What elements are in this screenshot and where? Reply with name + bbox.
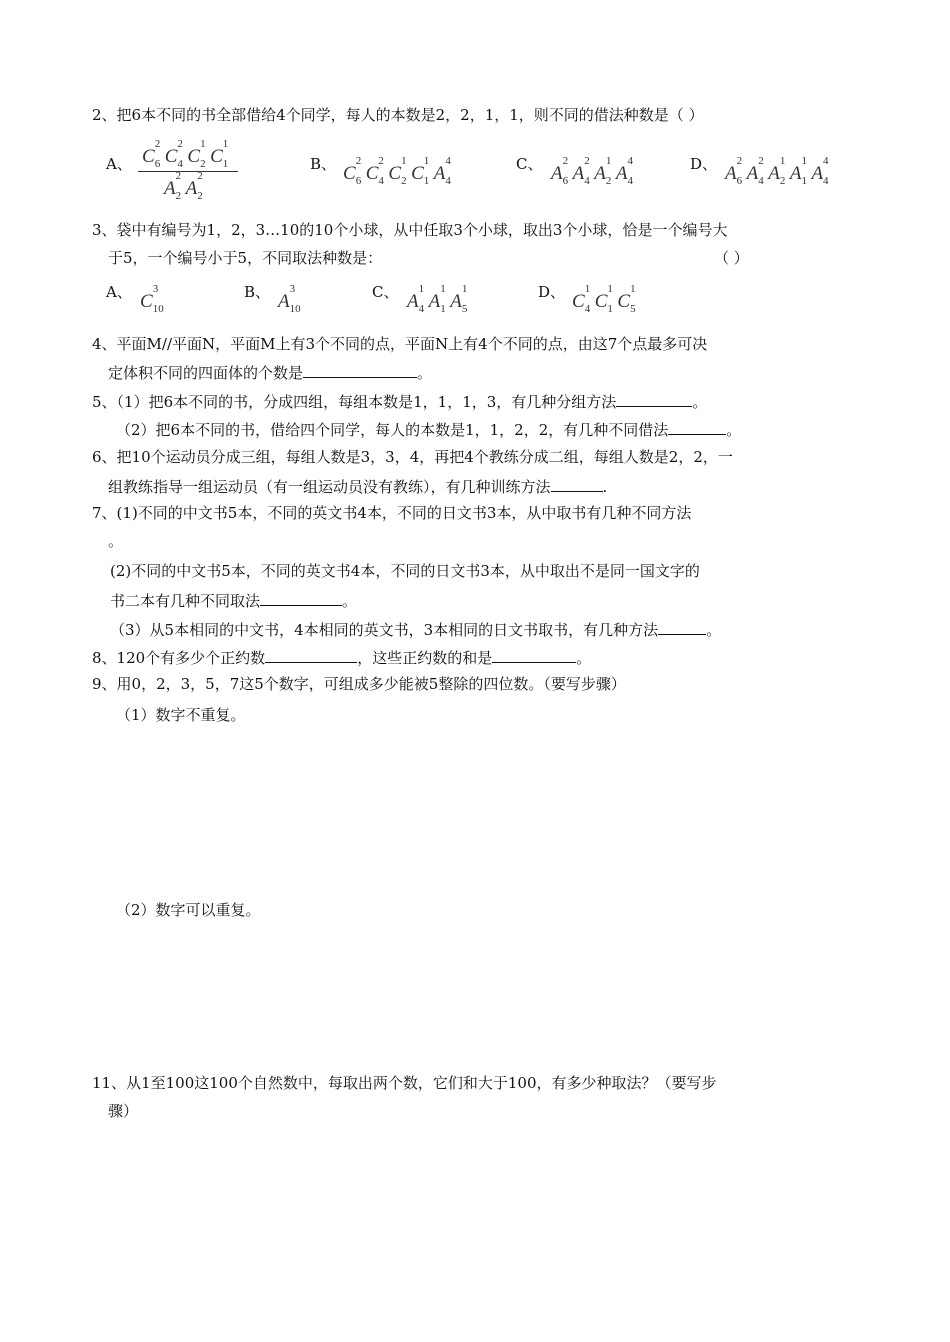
- q8-line: 8、120个有多少个正约数 ，这些正约数的和是 。: [92, 646, 591, 668]
- q2-option-a-denominator: A 2 2 A 2 2: [164, 170, 203, 202]
- q3-option-c-expr: A 1 4 A 1 1 A 1 5: [407, 283, 468, 315]
- q2-option-b-label: B、: [310, 155, 337, 173]
- q2-text: 2、把6本不同的书全部借给4个同学，每人的本数是2，2，1，1，则不同的借法种数是（ ）: [92, 106, 704, 124]
- q3-option-a-expr: C 3 10: [140, 283, 164, 315]
- q9-sub1: （1）数字不重复。: [116, 706, 246, 724]
- q6-line1: 6、把10个运动员分成三组，每组人数是3，3，4，再把4个教练分成二组，每组人数是2，2，一: [92, 448, 733, 466]
- q6-answer-blank[interactable]: [551, 475, 603, 492]
- q7-3-answer-blank[interactable]: [658, 618, 706, 635]
- q2-option-d-label: D、: [690, 155, 718, 173]
- q2-option-a-numerator: C 2 6 C 2 4 C 1 2 C 1 1: [142, 138, 229, 170]
- q9-line1: 9、用0，2，3，5，7这5个数字，可组成多少能被5整除的四位数。（要写步骤）: [92, 675, 626, 693]
- q3-option-c-label: C、: [372, 283, 399, 301]
- q3-line2: 于5，一个编号小于5，不同取法种数是：: [108, 249, 383, 267]
- q9-sub2: （2）数字可以重复。: [116, 901, 261, 919]
- q5-line2: （2）把6本不同的书，借给四个同学，每人的本数是1，1，2，2，有几种不同借法 。: [116, 418, 741, 440]
- q3-option-d-expr: C 1 4 C 1 1 C 1 5: [572, 283, 636, 315]
- q6-line2: 组教练指导一组运动员（有一组运动员没有教练），有几种训练方法 .: [108, 475, 607, 497]
- q5-1-answer-blank[interactable]: [616, 390, 692, 407]
- q2-fraction-bar: [138, 171, 238, 172]
- q3-answer-paren: （ ）: [714, 249, 749, 267]
- q7-line2: (2)不同的中文书5本，不同的英文书4本，不同的日文书3本，从中取出不是同一国文字的: [110, 562, 700, 580]
- q7-line4: （3）从5本相同的中文书，4本相同的英文书，3本相同的日文书取书，有几种方法 。: [110, 618, 721, 640]
- q7-line1: 7、(1)不同的中文书5本，不同的英文书4本，不同的日文书3本，从中取书有几种不同方法: [92, 504, 692, 522]
- q7-2-answer-blank[interactable]: [260, 589, 342, 606]
- q7-line1-end: 。: [108, 532, 124, 550]
- q3-option-b-label: B、: [244, 283, 271, 301]
- q5-2-answer-blank[interactable]: [668, 418, 726, 435]
- q2-option-c-expr: A 2 6 A 2 4 A 1 2 A 4 4: [551, 155, 633, 187]
- q3-option-d-label: D、: [538, 283, 566, 301]
- q11-line1: 11、从1至100这100个自然数中，每取出两个数，它们和大于100，有多少种取法？（要写步: [92, 1074, 717, 1092]
- q11-line2: 骤）: [108, 1102, 139, 1120]
- q5-line1: 5、（1）把6本不同的书，分成四组，每组本数是1，1，1，3，有几种分组方法 。: [92, 390, 707, 412]
- q2-option-c-label: C、: [516, 155, 543, 173]
- q4-line1: 4、平面M//平面N，平面M上有3个不同的点，平面N上有4个不同的点，由这7个点最多可决: [92, 335, 708, 353]
- q4-line2: 定体积不同的四面体的个数是 。: [108, 361, 432, 383]
- q3-option-b-expr: A 3 10: [278, 283, 301, 315]
- q2-option-b-expr: C 2 6 C 2 4 C 1 2 C 1 1 A 4 4: [343, 155, 451, 187]
- q3-option-a-label: A、: [106, 283, 132, 301]
- q2-option-a-label: A、: [106, 155, 132, 173]
- q8-divisor-count-blank[interactable]: [265, 646, 357, 663]
- q3-line1: 3、袋中有编号为1，2，3…10的10个小球，从中任取3个小球，取出3个小球，恰是一个编号大: [92, 221, 728, 239]
- q7-line3: 书二本有几种不同取法 。: [110, 589, 357, 611]
- q4-answer-blank[interactable]: [303, 361, 417, 378]
- q8-divisor-sum-blank[interactable]: [492, 646, 576, 663]
- q2-option-d-expr: A 2 6 A 2 4 A 1 2 A 1 1 A 4 4: [725, 155, 829, 187]
